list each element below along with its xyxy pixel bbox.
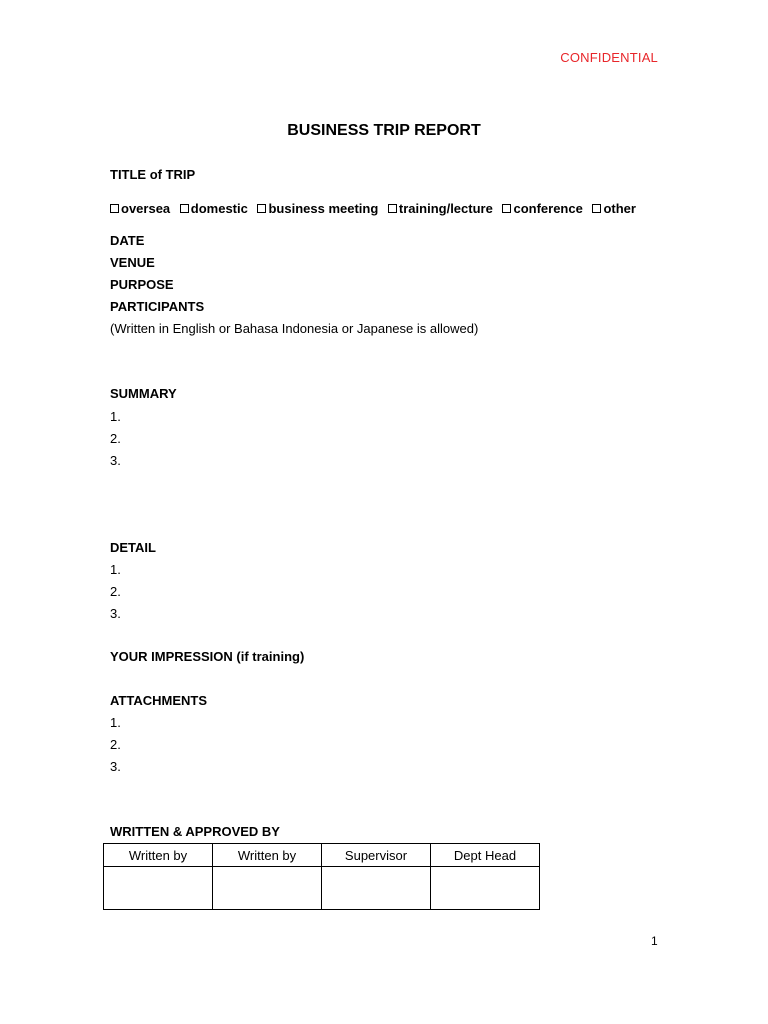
trip-type-conference[interactable]: conference: [502, 201, 582, 216]
checkbox-icon[interactable]: [257, 204, 266, 213]
attachment-item: 3.: [110, 759, 121, 774]
summary-item: 2.: [110, 431, 121, 446]
checkbox-icon[interactable]: [592, 204, 601, 213]
venue-label: VENUE: [110, 255, 155, 270]
detail-item: 1.: [110, 562, 121, 577]
approval-heading: WRITTEN & APPROVED BY: [110, 824, 280, 839]
approval-column-header: Written by: [104, 844, 213, 867]
summary-item: 1.: [110, 409, 121, 424]
document-title: BUSINESS TRIP REPORT: [287, 122, 481, 139]
summary-heading: SUMMARY: [110, 386, 177, 401]
trip-type-options: [110, 201, 636, 216]
trip-type-training-lecture[interactable]: training/lecture: [388, 201, 493, 216]
signature-cell-written-by-1[interactable]: [104, 867, 213, 910]
attachment-item: 2.: [110, 737, 121, 752]
checkbox-icon[interactable]: [502, 204, 511, 213]
checkbox-icon[interactable]: [388, 204, 397, 213]
trip-type-domestic[interactable]: domestic: [180, 201, 248, 216]
attachment-item: 1.: [110, 715, 121, 730]
language-note: (Written in English or Bahasa Indonesia or Japanese is allowed): [110, 321, 479, 336]
checkbox-icon[interactable]: [180, 204, 189, 213]
detail-item: 2.: [110, 584, 121, 599]
approval-column-header: Supervisor: [322, 844, 431, 867]
trip-type-other[interactable]: other: [592, 201, 636, 216]
signature-cell-written-by-2[interactable]: [213, 867, 322, 910]
approval-signature-row: [104, 867, 540, 910]
page-number: 1: [651, 934, 658, 948]
checkbox-icon[interactable]: [110, 204, 119, 213]
detail-heading: DETAIL: [110, 540, 156, 555]
approval-table: [103, 843, 540, 910]
summary-item: 3.: [110, 453, 121, 468]
purpose-label: PURPOSE: [110, 277, 174, 292]
impression-heading: YOUR IMPRESSION (if training): [110, 649, 305, 664]
signature-cell-dept-head[interactable]: [431, 867, 540, 910]
trip-type-business-meeting[interactable]: business meeting: [257, 201, 378, 216]
date-label: DATE: [110, 233, 145, 248]
trip-type-oversea[interactable]: oversea: [110, 201, 170, 216]
confidential-label: CONFIDENTIAL: [560, 50, 658, 65]
detail-item: 3.: [110, 606, 121, 621]
title-of-trip-label: TITLE of TRIP: [110, 167, 196, 182]
approval-column-header: Dept Head: [431, 844, 540, 867]
signature-cell-supervisor[interactable]: [322, 867, 431, 910]
participants-label: PARTICIPANTS: [110, 299, 205, 314]
approval-column-header: Written by: [213, 844, 322, 867]
approval-header-row: [104, 844, 540, 867]
attachments-heading: ATTACHMENTS: [110, 693, 208, 708]
